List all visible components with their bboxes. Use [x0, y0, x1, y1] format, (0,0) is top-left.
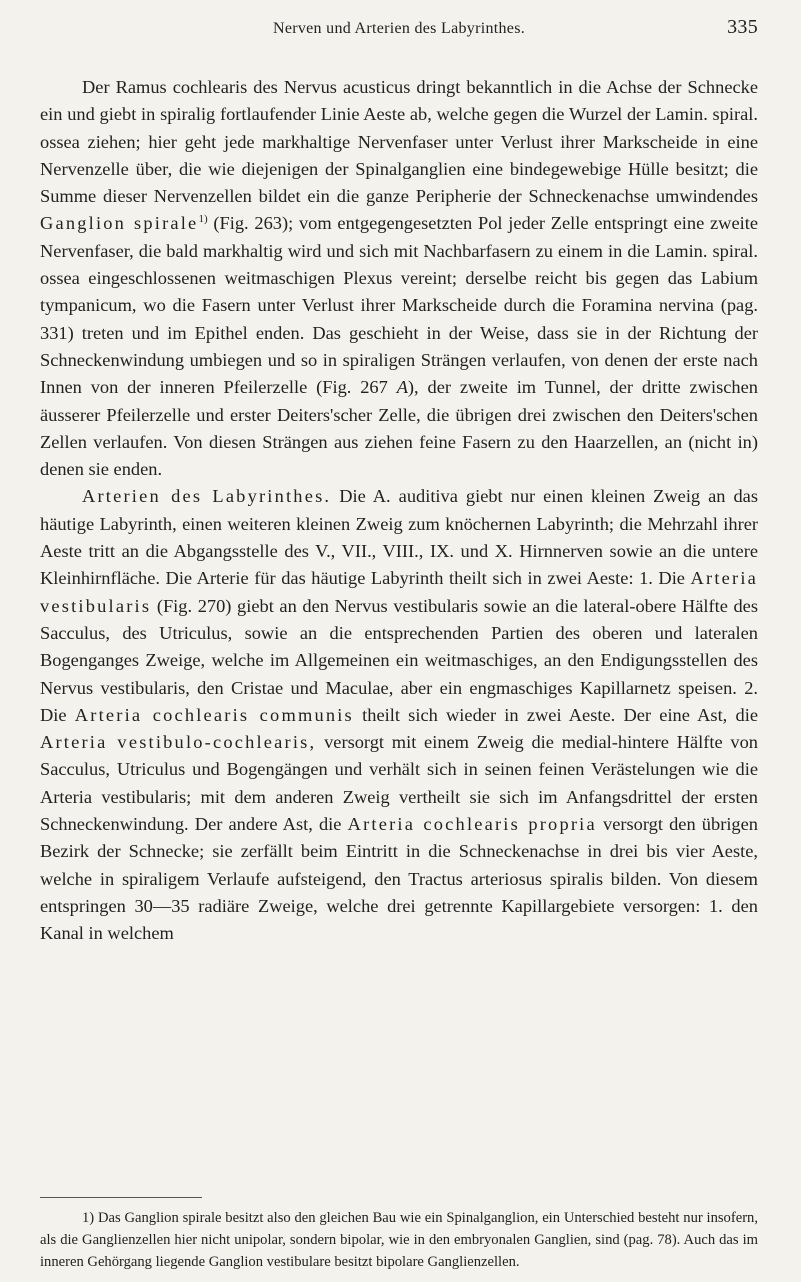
- figure-letter: A: [396, 377, 408, 398]
- paragraph-ramus-cochlearis: [40, 74, 758, 483]
- paragraph-arterien: [40, 483, 758, 947]
- text-run: Der Ramus cochlearis des Nervus acusticus dringt bekanntlich in die Achse der Schnecke ein und giebt in spiralig fortlaufender Linie Aeste ab, welche gegen die Wurzel der Lamin. spiral. ossea ziehen; hier geht jede markhaltige Nervenfaser unter Verlust ihrer Markscheide in eine Nervenzelle über, die wie diejenigen der Spinalganglien eine bindegewebige Hülle besitzt; die Summe dieser Nervenzellen bildet ein die ganze Peripherie der Schneckenachse umwindendes: [40, 77, 758, 207]
- footnote-text: Das Ganglion spirale besitzt also den gleichen Bau wie ein Spinalganglion, ein Unterschied besteht nur insofern, als die Ganglienzellen hier nicht unipolar, sondern bipolar, wie in den embryonalen Ganglien, sind (pag. 78). Auch das im inneren Gehörgang liegende Ganglion vestibulare besitzt bipolare Ganglienzellen.: [40, 1210, 758, 1270]
- term-ganglion-spirale: Ganglion spirale: [40, 213, 199, 234]
- running-header: [40, 14, 758, 44]
- term-arteria-cochlearis-communis: Arteria cochlearis communis: [74, 704, 354, 725]
- text-run: theilt sich wieder in zwei Aeste. Der eine Ast, die: [353, 704, 758, 725]
- text-run: (Fig. 270) giebt an den Nervus vestibularis sowie an die lateral-obere Hälfte des Sacculus, des Utriculus, sowie an die entsprechenden Partien des oberen und lateralen Bogenganges Zweige, welche im Allgemeinen ein weitmaschiges, an den Endigungsstellen des Nervus vestibularis, den Cristae und Maculae, aber ein engmaschiges Kapillarnetz speisen. 2. Die: [40, 595, 758, 725]
- footnote-marker: 1): [82, 1210, 95, 1226]
- page-number: 335: [727, 16, 758, 38]
- term-arteria-vestibulo-cochlearis: Arteria vestibulo-cochlearis,: [40, 732, 317, 753]
- footnote-divider: [40, 1197, 202, 1198]
- text-run: ), der zweite im Tunnel, der dritte zwischen äusserer Pfeilerzelle und erster Deiters'scher Zelle, die übrigen drei zwischen den Deiters'schen Zellen verlaufen. Von diesen Strängen aus ziehen feine Fasern zu den Haarzellen, an (nicht in) denen sie enden.: [40, 377, 758, 480]
- footnote-reference: 1): [198, 213, 208, 226]
- term-arteria-cochlearis-propria: Arteria cochlearis propria: [347, 814, 597, 835]
- term-arteria-vestibularis: Arteria vestibularis: [40, 568, 758, 616]
- main-text: [40, 74, 758, 948]
- text-run: versorgt mit einem Zweig die medial-hintere Hälfte von Sacculus, Utriculus und Bogengängen und verhält sich in seinen feinen Verästelungen wie die Arteria vestibularis; mit dem anderen Zweig vertheilt sie sich im Anfangsdrittel der ersten Schneckenwindung. Der andere Ast, die: [40, 732, 758, 835]
- text-run: versorgt den übrigen Bezirk der Schnecke; sie zerfällt beim Eintritt in die Schneckenachse in drei bis vier Aeste, welche in spiraligem Verlaufe aufsteigend, den Tractus arteriosus spiralis bilden. Von diesem entspringen 30—35 radiäre Zweige, welche drei getrennte Kapillargebiete versorgen: 1. den Kanal in welchem: [40, 814, 758, 944]
- text-run: Die A. auditiva giebt nur einen kleinen Zweig an das häutige Labyrinth, einen weiteren kleinen Zweig zum knöchernen Labyrinth; die Mehrzahl ihrer Aeste tritt an die Abgangsstelle des V., VII., VIII., IX. und X. Hirnnerven sowie an die untere Kleinhirnfläche. Die Arterie für das häutige Labyrinth theilt sich in zwei Aeste: 1. Die: [40, 486, 759, 589]
- text-run: (Fig. 263); vom entgegengesetzten Pol jeder Zelle entspringt eine zweite Nervenfaser, die bald markhaltig wird und sich mit Nachbarfasern zu einem in die Lamin. spiral. ossea eingeschlossenen weitmaschigen Plexus vereint; derselbe reicht bis gegen das Labium tympanicum, wo die Fasern unter Verlust ihrer Markscheide durch die Foramina nervina (pag. 331) treten und im Epithel enden. Das geschieht in der Weise, dass sie in der Richtung der Schneckenwindung umbiegen und so in spiraligen Strängen verlaufen, von denen der erste nach Innen von der inneren Pfeilerzelle (Fig. 267: [40, 213, 759, 398]
- section-heading-arterien: Arterien des Labyrinthes.: [82, 486, 332, 507]
- running-title: Nerven und Arterien des Labyrinthes.: [272, 20, 526, 37]
- footnote-paragraph: [40, 1207, 758, 1273]
- footnote: [40, 1207, 758, 1273]
